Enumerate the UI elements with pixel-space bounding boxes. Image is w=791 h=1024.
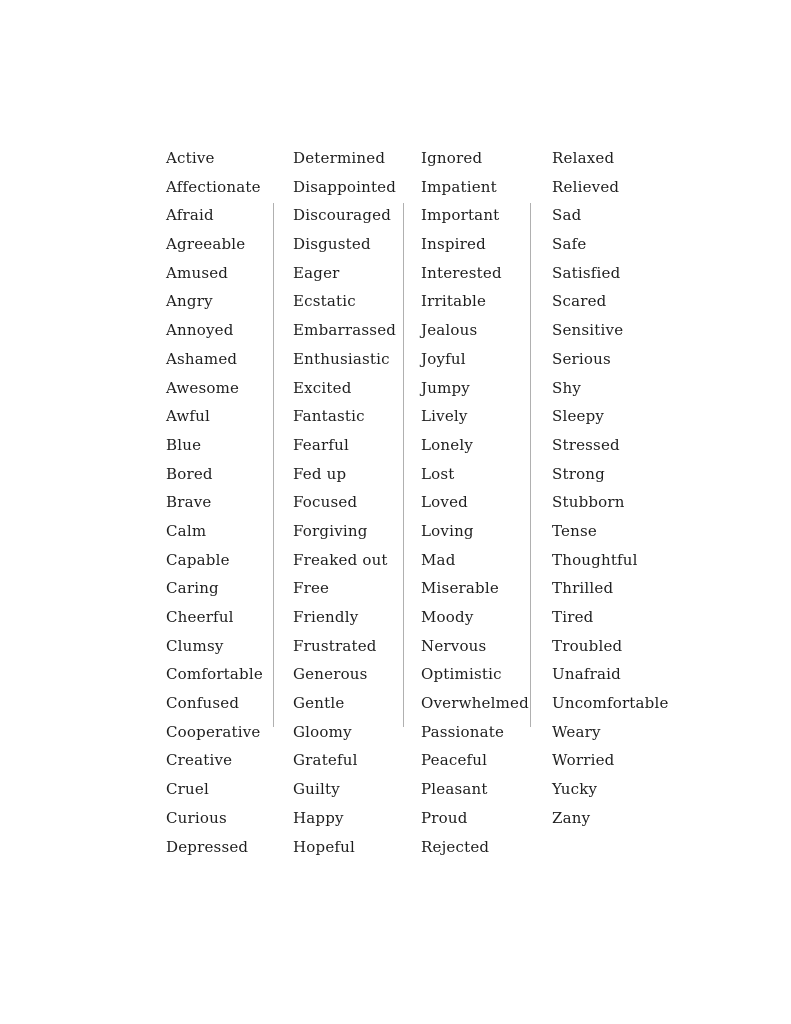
word-item: Overwhelmed [421, 694, 529, 713]
word-item: Impatient [421, 177, 497, 196]
word-item: Rejected [421, 837, 490, 856]
word-item: Eager [293, 263, 340, 282]
word-item: Inspired [421, 235, 486, 254]
word-item: Generous [293, 665, 368, 684]
word-item: Freaked out [293, 550, 388, 569]
word-item: Sad [552, 206, 582, 225]
word-item: Brave [166, 493, 212, 512]
word-item: Cruel [166, 780, 209, 799]
word-item: Serious [552, 349, 611, 368]
word-item: Jumpy [421, 378, 470, 397]
word-item: Loved [421, 493, 468, 512]
word-item: Gentle [293, 694, 345, 713]
word-item: Unafraid [552, 665, 621, 684]
word-item: Sensitive [552, 321, 624, 340]
word-item: Proud [421, 808, 468, 827]
word-item: Important [421, 206, 500, 225]
word-item: Capable [166, 550, 230, 569]
word-item: Gloomy [293, 722, 352, 741]
word-item: Discouraged [293, 206, 392, 225]
word-item: Cheerful [166, 608, 234, 626]
word-item: Worried [552, 751, 615, 770]
word-item: Guilty [293, 780, 340, 799]
word-item: Thrilled [552, 579, 614, 598]
word-item: Grateful [293, 751, 358, 770]
word-item: Shy [552, 378, 582, 397]
word-column-3 [421, 144, 529, 861]
word-item: Determined [293, 149, 386, 167]
word-item: Lost [421, 464, 455, 483]
word-item: Active [166, 149, 215, 167]
word-column-2 [293, 144, 396, 861]
word-item: Weary [552, 722, 601, 741]
word-item: Strong [552, 464, 605, 483]
word-item: Cooperative [166, 722, 261, 741]
column-divider-1 [273, 203, 274, 727]
word-item: Mad [421, 550, 456, 569]
word-item: Troubled [552, 636, 623, 655]
word-item: Miserable [421, 579, 499, 598]
word-item: Frustrated [293, 636, 377, 655]
word-item: Disgusted [293, 235, 371, 254]
word-item: Sleepy [552, 407, 605, 426]
word-item: Uncomfortable [552, 694, 669, 713]
word-item: Comfortable [166, 665, 263, 684]
word-item: Fantastic [293, 407, 365, 426]
word-item: Fed up [293, 464, 347, 483]
word-item: Lonely [421, 435, 474, 454]
word-column-1 [166, 144, 263, 861]
word-item: Blue [166, 435, 202, 454]
word-item: Loving [421, 521, 474, 540]
word-column-4 [552, 144, 669, 833]
word-item: Stubborn [552, 493, 625, 512]
word-item: Angry [166, 292, 213, 311]
word-item: Clumsy [166, 636, 224, 655]
word-item: Afraid [166, 206, 214, 225]
word-item: Tired [552, 608, 594, 626]
word-item: Safe [552, 235, 587, 254]
word-item: Ashamed [166, 349, 238, 368]
word-item: Excited [293, 378, 352, 397]
word-item: Pleasant [421, 780, 488, 799]
word-item: Stressed [552, 435, 620, 454]
word-item: Happy [293, 808, 344, 827]
word-item: Fearful [293, 435, 349, 454]
word-item: Optimistic [421, 665, 502, 684]
word-item: Agreeable [166, 235, 246, 254]
word-item: Friendly [293, 608, 359, 626]
word-item: Moody [421, 608, 474, 626]
word-item: Interested [421, 263, 502, 282]
word-item: Scared [552, 292, 607, 311]
word-item: Amused [166, 263, 229, 282]
word-item: Relaxed [552, 149, 615, 167]
word-item: Awesome [166, 378, 240, 397]
word-item: Passionate [421, 722, 505, 741]
word-item: Annoyed [166, 321, 234, 340]
word-item: Free [293, 579, 330, 598]
word-item: Creative [166, 751, 233, 770]
word-item: Embarrassed [293, 321, 397, 340]
word-item: Jealous [421, 321, 478, 340]
word-item: Caring [166, 579, 219, 598]
word-item: Peaceful [421, 751, 488, 770]
word-item: Satisfied [552, 263, 621, 282]
word-item: Focused [293, 493, 358, 512]
word-item: Confused [166, 694, 240, 713]
word-item: Enthusiastic [293, 349, 390, 368]
word-item: Thoughtful [552, 550, 638, 569]
word-item: Zany [552, 808, 591, 827]
word-item: Irritable [421, 292, 487, 311]
column-divider-2 [403, 203, 404, 727]
word-item: Nervous [421, 636, 487, 655]
word-item: Relieved [552, 177, 620, 196]
word-item: Curious [166, 808, 227, 827]
column-divider-3 [530, 203, 531, 727]
word-item: Affectionate [166, 177, 261, 196]
word-item: Tense [552, 521, 597, 540]
word-item: Depressed [166, 837, 249, 856]
word-item: Bored [166, 464, 213, 483]
word-item: Ignored [421, 149, 483, 167]
word-item: Disappointed [293, 177, 397, 196]
word-item: Calm [166, 521, 207, 540]
word-item: Joyful [421, 349, 466, 368]
word-item: Awful [166, 407, 211, 426]
word-item: Lively [421, 407, 468, 426]
word-item: Yucky [552, 780, 598, 799]
word-item: Hopeful [293, 837, 356, 856]
word-item: Ecstatic [293, 292, 356, 311]
word-item: Forgiving [293, 521, 368, 540]
